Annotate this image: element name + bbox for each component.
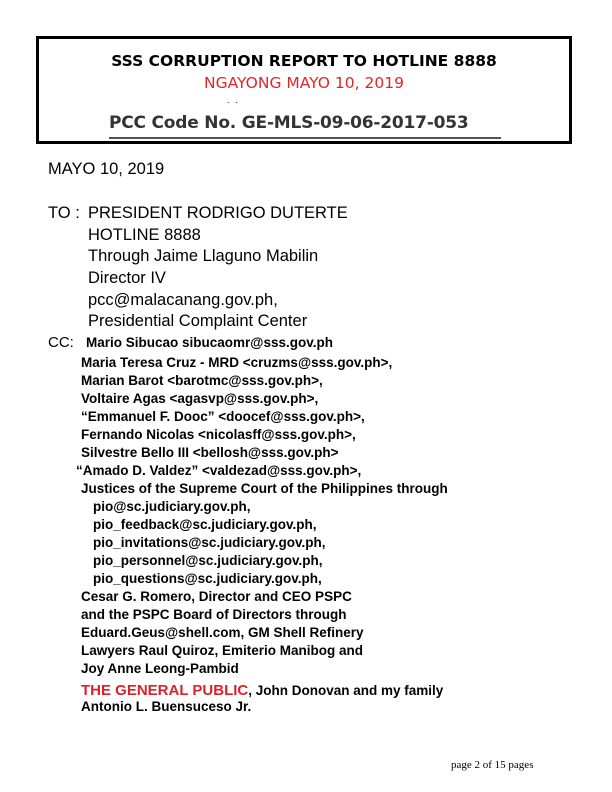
cc-line: Antonio L. Buensuceso Jr. [81, 699, 252, 714]
cc-label: CC: [48, 334, 74, 351]
cc-email: pio_personnel@sc.judiciary.gov.ph, [93, 553, 323, 568]
general-public-line [81, 680, 443, 699]
to-email: pcc@malacanang.gov.ph, [88, 291, 278, 309]
cc-line: “Amado D. Valdez” <valdezad@sss.gov.ph>, [76, 463, 362, 478]
cc-line: Lawyers Raul Quiroz, Emiterio Manibog and [81, 643, 364, 658]
header-dots: .. [227, 96, 245, 105]
cc-email: pio@sc.judiciary.gov.ph, [93, 499, 251, 514]
pcc-code: PCC Code No. GE-MLS-09-06-2017-053 [109, 113, 469, 133]
letter-date: MAYO 10, 2019 [48, 160, 165, 178]
to-line: Director IV [88, 269, 166, 287]
cc-email: pio_feedback@sc.judiciary.gov.ph, [93, 517, 317, 532]
to-line: Through Jaime Llaguno Mabilin [88, 247, 319, 265]
general-public-highlight: THE GENERAL PUBLIC [81, 682, 249, 699]
cc-line: Mario Sibucao sibucaomr@sss.gov.ph [86, 335, 333, 350]
cc-line: Marian Barot <barotmc@sss.gov.ph>, [81, 373, 323, 388]
cc-email: pio_questions@sc.judiciary.gov.ph, [93, 571, 322, 586]
cc-line: “Emmanuel F. Dooc” <doocef@sss.gov.ph>, [81, 409, 365, 424]
cc-line: and the PSPC Board of Directors through [81, 607, 347, 622]
to-label: TO : [48, 204, 80, 222]
cc-line: Fernando Nicolas <nicolasff@sss.gov.ph>, [81, 427, 356, 442]
page-number: page 2 of 15 pages [451, 759, 534, 771]
cc-line: Voltaire Agas <agasvp@sss.gov.ph>, [81, 391, 319, 406]
cc-line: Silvestre Bello III <bellosh@sss.gov.ph> [81, 445, 339, 460]
cc-line: Justices of the Supreme Court of the Philippines through [81, 481, 448, 496]
cc-line: Maria Teresa Cruz - MRD <cruzms@sss.gov.ph>, [81, 355, 393, 370]
report-title: SSS CORRUPTION REPORT TO HOTLINE 8888 [111, 52, 497, 70]
cc-line: Cesar G. Romero, Director and CEO PSPC [81, 589, 352, 604]
header-box [36, 36, 572, 144]
cc-email: pio_invitations@sc.judiciary.gov.ph, [93, 535, 326, 550]
cc-line: Eduard.Geus@shell.com, GM Shell Refinery [81, 625, 364, 640]
cc-line: Joy Anne Leong-Pambid [81, 661, 239, 676]
pcc-code-underline [109, 137, 501, 139]
to-line: HOTLINE 8888 [88, 226, 201, 244]
report-date-line: NGAYONG MAYO 10, 2019 [204, 74, 404, 92]
to-line: Presidential Complaint Center [88, 312, 308, 330]
to-line: PRESIDENT RODRIGO DUTERTE [88, 204, 348, 222]
general-public-rest: , John Donovan and my family [248, 683, 444, 698]
